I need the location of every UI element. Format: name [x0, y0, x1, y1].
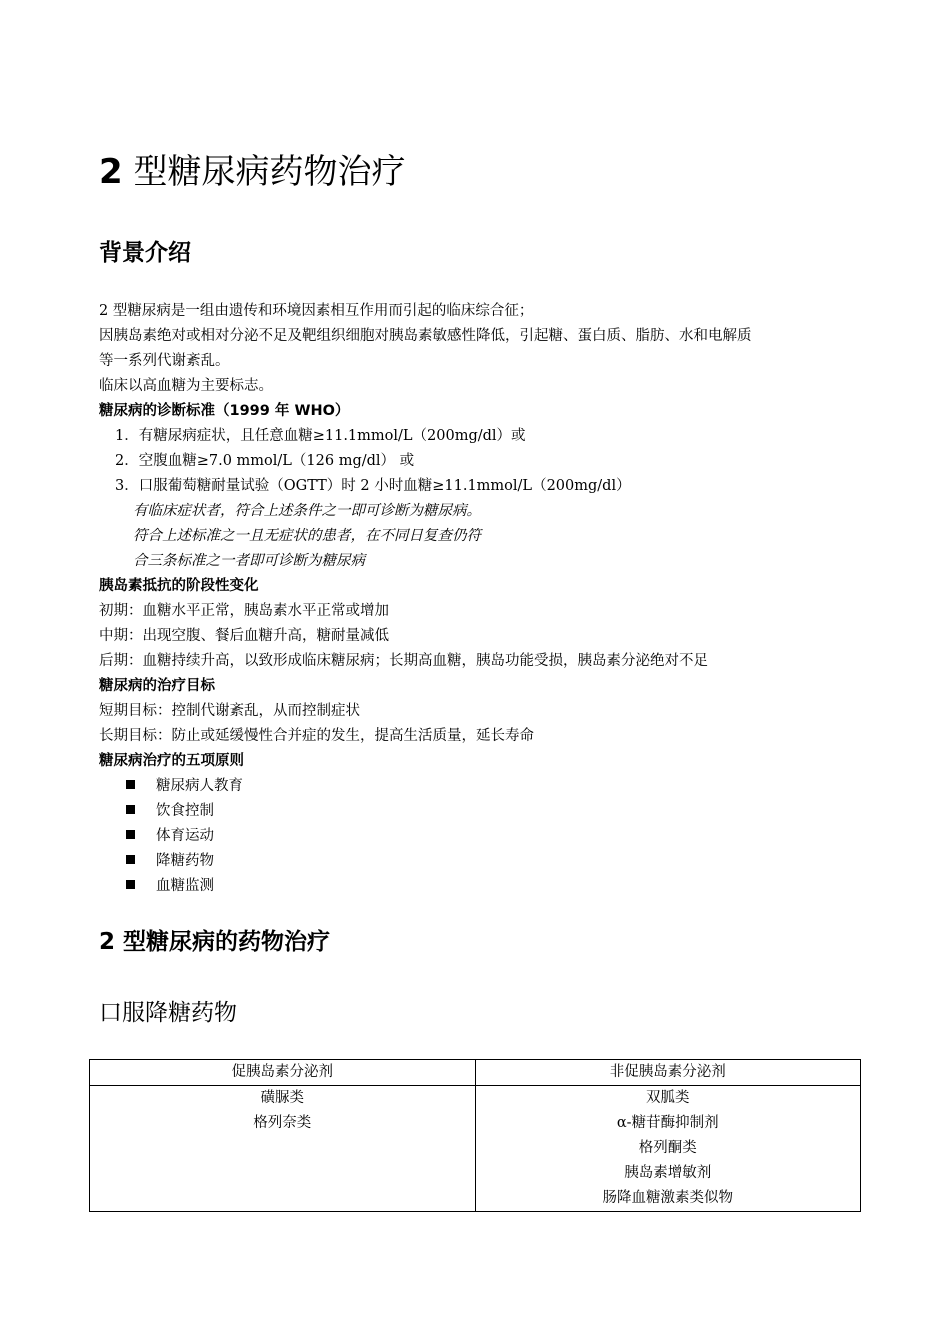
principle-label: 血糖监测 — [156, 878, 214, 894]
body-text — [99, 299, 869, 899]
diagnosis-note: 符合上述标准之一且无症状的患者，在不同日复查仍符 — [133, 528, 481, 544]
title-text: 型糖尿病药物治疗 — [122, 152, 406, 192]
table-header-row — [90, 1060, 861, 1086]
page-title — [99, 150, 405, 194]
intro-line: 2 型糖尿病是一组由遗传和环境因素相互作用而引起的临床综合征； — [99, 303, 534, 319]
table-cell-item: 格列酮类 — [638, 1140, 697, 1156]
resistance-stage: 中期：出现空腹、餐后血糖升高，糖耐量减低 — [99, 628, 389, 644]
principle-label: 糖尿病人教育 — [156, 778, 243, 794]
resistance-heading: 胰岛素抵抗的阶段性变化 — [99, 578, 259, 594]
diagnosis-note: 有临床症状者，符合上述条件之一即可诊断为糖尿病。 — [133, 503, 481, 519]
table-cell-item: 肠降血糖激素类似物 — [602, 1190, 733, 1206]
bullet-square-icon — [126, 880, 135, 889]
resistance-stage: 初期：血糖水平正常，胰岛素水平正常或增加 — [99, 603, 389, 619]
principle-item — [99, 824, 869, 849]
bullet-square-icon — [126, 805, 135, 814]
table-header-secretagogues: 促胰岛素分泌剂 — [90, 1060, 476, 1086]
principle-label: 体育运动 — [156, 828, 214, 844]
table-header-non-secretagogues: 非促胰岛素分泌剂 — [475, 1060, 861, 1086]
resistance-stage: 后期：血糖持续升高，以致形成临床糖尿病；长期高血糖，胰岛功能受损，胰岛素分泌绝对不足 — [99, 653, 708, 669]
bullet-square-icon — [126, 855, 135, 864]
table-cell-item: α-糖苷酶抑制剂 — [616, 1115, 719, 1131]
table-cell-non-secretagogues — [475, 1086, 861, 1212]
diagnosis-heading: 糖尿病的诊断标准（1999 年 WHO） — [99, 403, 350, 419]
diagnosis-criterion: 1．有糖尿病症状，且任意血糖≥11.1mmol/L（200mg/dl）或 — [115, 428, 526, 444]
diagnosis-note: 合三条标准之一者即可诊断为糖尿病 — [133, 553, 365, 569]
table-cell-item: 磺脲类 — [260, 1090, 304, 1106]
principle-label: 饮食控制 — [156, 803, 214, 819]
bullet-square-icon — [126, 830, 135, 839]
diagnosis-criterion: 3．口服葡萄糖耐量试验（OGTT）时 2 小时血糖≥11.1mmol/L（200mg/dl） — [115, 478, 631, 494]
goal-item: 短期目标：控制代谢紊乱，从而控制症状 — [99, 703, 360, 719]
bullet-square-icon — [126, 780, 135, 789]
principle-label: 降糖药物 — [156, 853, 214, 869]
table-row — [90, 1086, 861, 1212]
principles-heading: 糖尿病治疗的五项原则 — [99, 753, 244, 769]
table-cell-item: 双胍类 — [646, 1090, 690, 1106]
title-number: 2 — [99, 152, 123, 192]
intro-line: 因胰岛素绝对或相对分泌不足及靶组织细胞对胰岛素敏感性降低，引起糖、蛋白质、脂肪、水和电解质 — [99, 328, 752, 344]
table-cell-secretagogues — [90, 1086, 476, 1212]
section-heading-drug-therapy: 2 型糖尿病的药物治疗 — [99, 929, 331, 955]
table-cell-item: 胰岛素增敏剂 — [624, 1165, 712, 1181]
principle-item — [99, 799, 869, 824]
section-heading-oral-drugs: 口服降糖药物 — [99, 1000, 237, 1026]
intro-line: 临床以高血糖为主要标志。 — [99, 378, 273, 394]
goal-item: 长期目标：防止或延缓慢性合并症的发生，提高生活质量，延长寿命 — [99, 728, 534, 744]
intro-line: 等一系列代谢紊乱。 — [99, 353, 230, 369]
section-heading-background: 背景介绍 — [99, 240, 191, 266]
goals-heading: 糖尿病的治疗目标 — [99, 678, 215, 694]
drug-class-table — [89, 1059, 861, 1212]
principle-item — [99, 874, 869, 899]
diagnosis-criterion: 2．空腹血糖≥7.0 mmol/L（126 mg/dl） 或 — [115, 453, 415, 469]
principle-item — [99, 849, 869, 874]
table-cell-item: 格列奈类 — [253, 1115, 312, 1131]
principle-item — [99, 774, 869, 799]
